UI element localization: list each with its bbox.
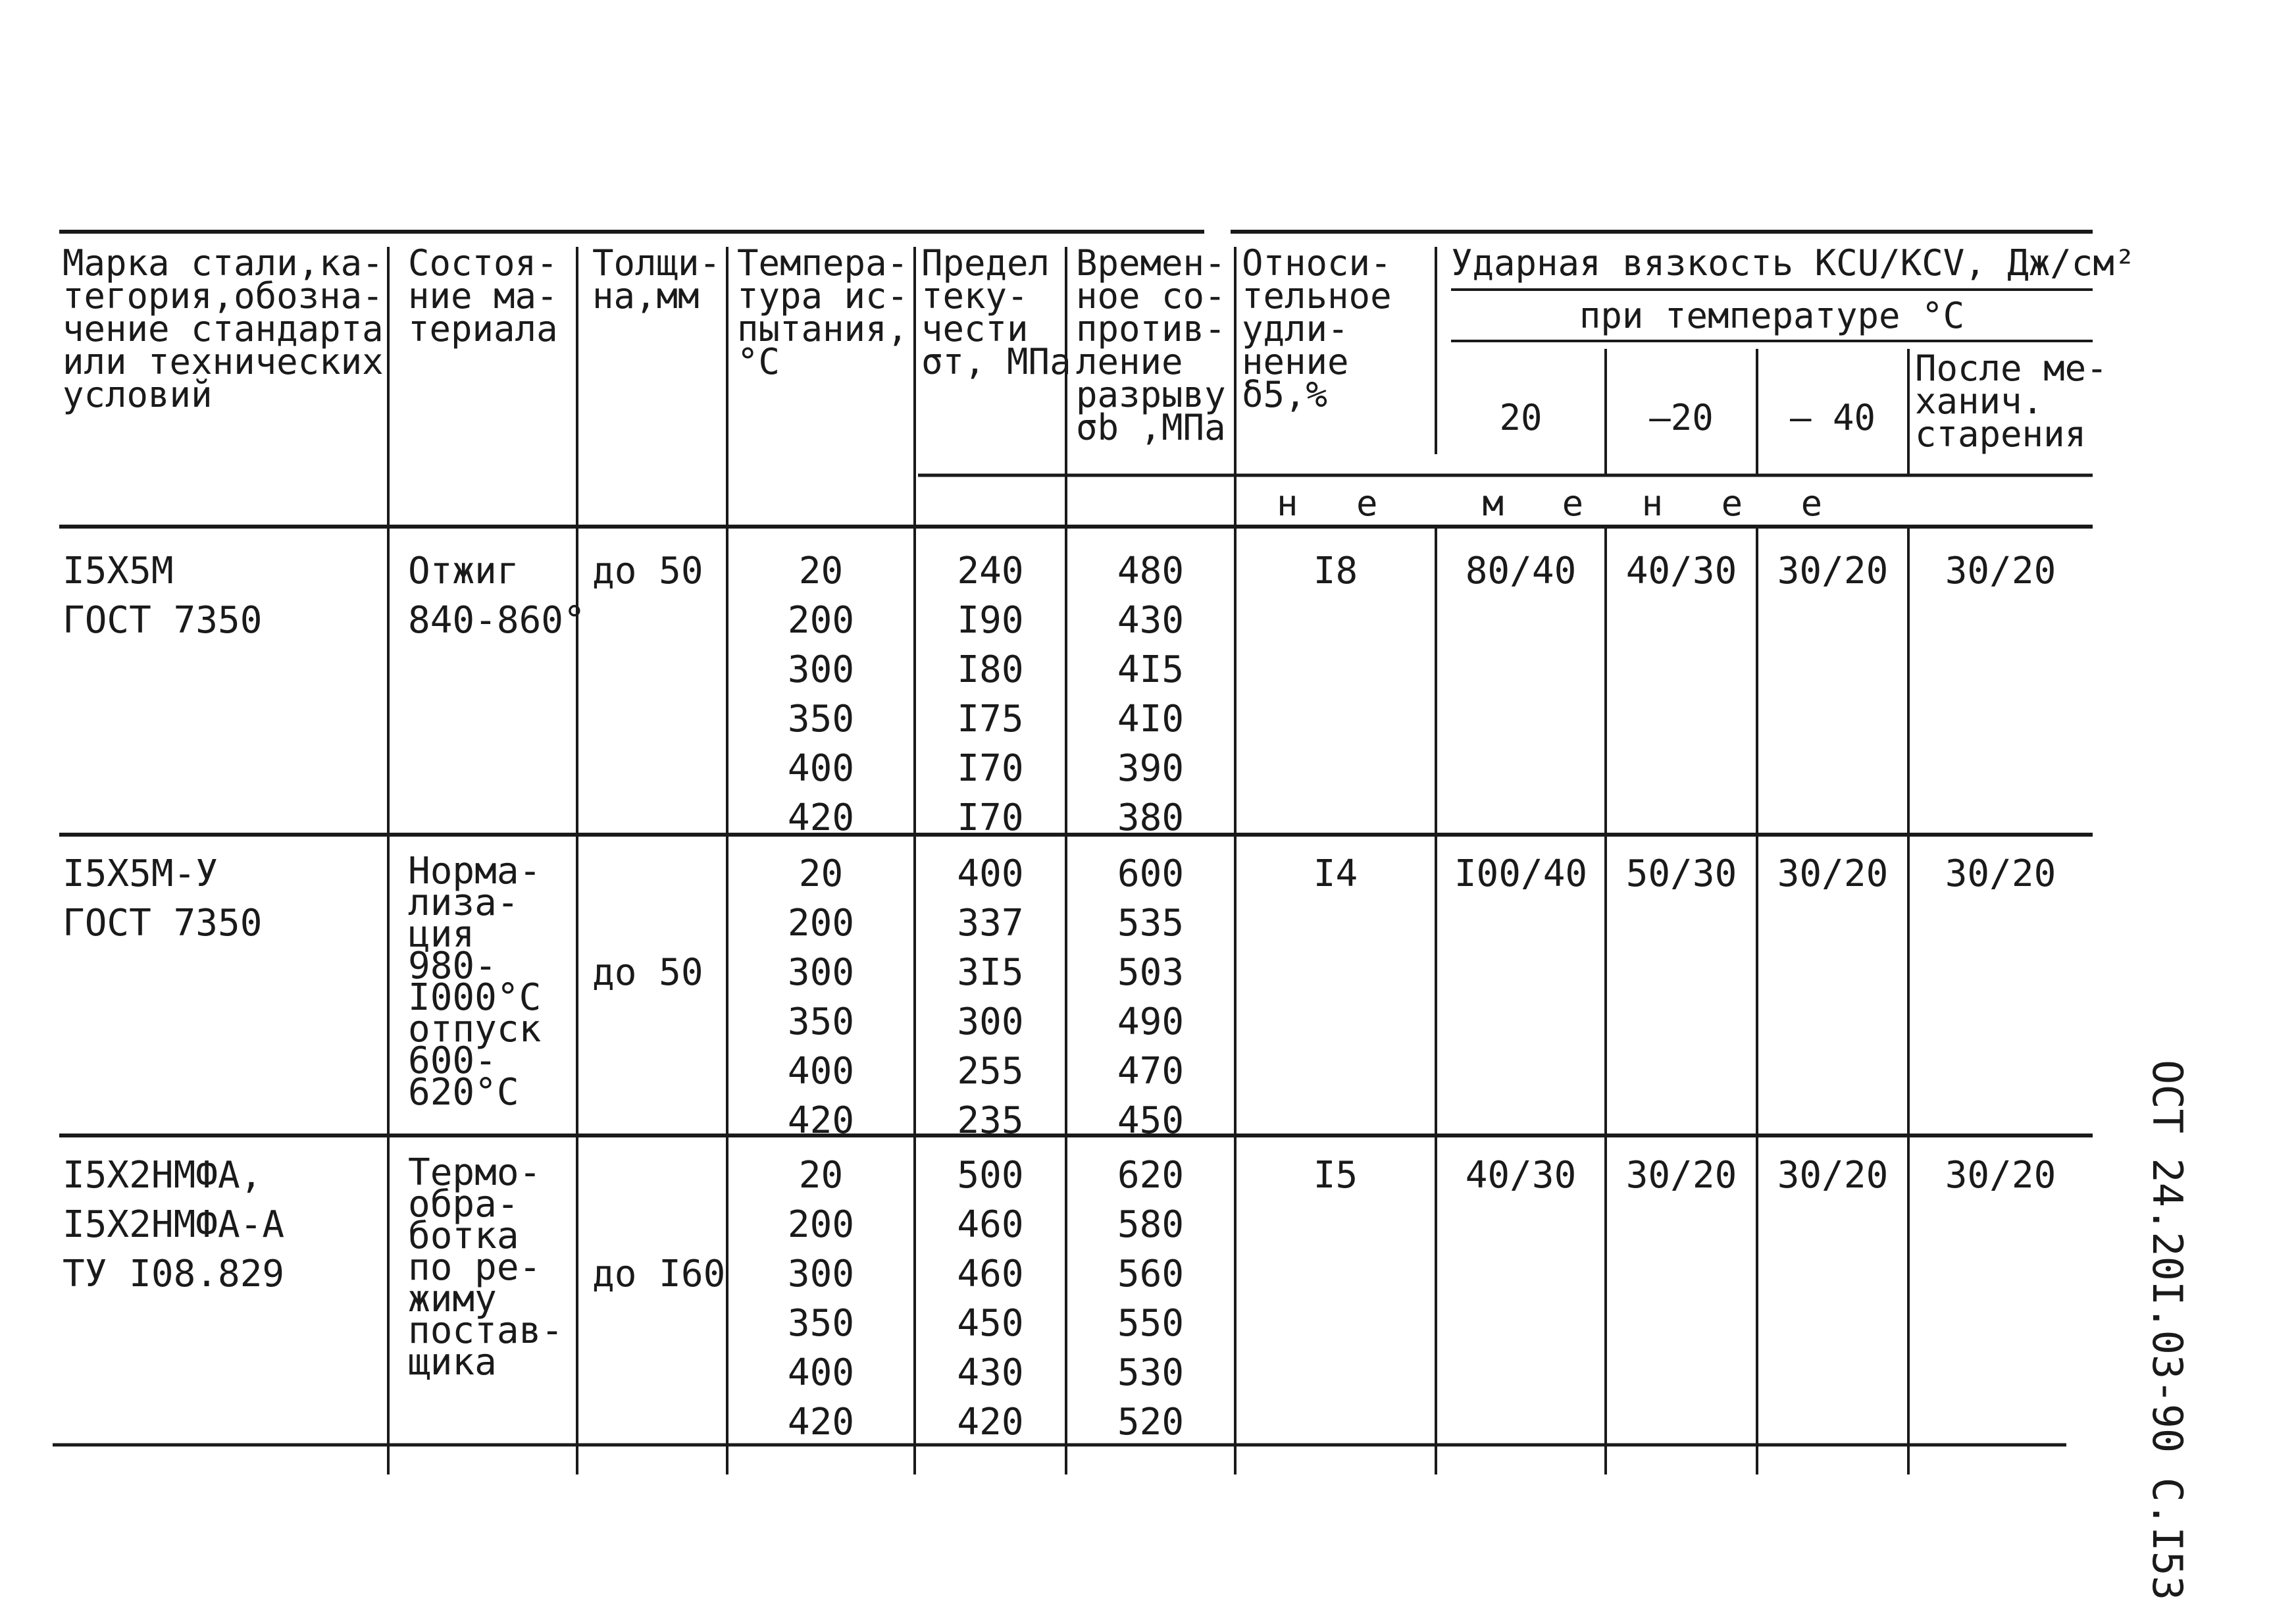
state-line: Термо- (408, 1151, 542, 1194)
header-impact-20: 20 (1499, 397, 1543, 438)
grade-line: I5X5M-У (63, 852, 218, 895)
header-min-label: н е м е н е е (1277, 482, 1835, 524)
temp-cell: 200 (787, 1203, 855, 1246)
state-line: обра- (408, 1183, 519, 1226)
impact-cell: 40/30 (1625, 550, 1737, 592)
tensile-cell: 4I5 (1117, 648, 1185, 691)
impact-cell: 40/30 (1465, 1154, 1577, 1197)
elongation-cell: I5 (1313, 1154, 1358, 1197)
state-line: по ре- (408, 1246, 542, 1289)
temp-cell: 350 (787, 698, 855, 741)
yield-cell: I70 (957, 747, 1024, 790)
grade-line: ТУ I08.829 (63, 1253, 285, 1295)
thickness-cell: до 50 (592, 550, 703, 592)
state-line: Норма- (408, 850, 542, 893)
state-line: 620°С (408, 1071, 519, 1114)
impact-cell: 50/30 (1625, 852, 1737, 895)
yield-cell: 235 (957, 1099, 1024, 1142)
temp-cell: 420 (787, 796, 855, 839)
state-line: лиза- (408, 881, 519, 924)
tensile-cell: 520 (1117, 1401, 1185, 1444)
yield-cell: I70 (957, 796, 1024, 839)
temp-cell: 200 (787, 599, 855, 642)
tensile-cell: 620 (1117, 1154, 1185, 1197)
state-line: отпуск (408, 1008, 542, 1051)
temp-cell: 20 (798, 852, 844, 895)
header-impact-title: Ударная вязкость KCU/KCV, Дж/см² (1451, 242, 2136, 284)
header-grade: Марка стали,ка- тегория,обозна- чение стандарта или технических условий (63, 242, 384, 415)
header-impact-minus20: –20 (1649, 397, 1714, 438)
state-line: жиму (408, 1278, 497, 1320)
tensile-cell: 450 (1117, 1099, 1185, 1142)
yield-cell: I90 (957, 599, 1024, 642)
tensile-cell: 490 (1117, 1001, 1185, 1043)
temp-cell: 420 (787, 1099, 855, 1142)
temp-cell: 20 (798, 550, 844, 592)
thickness-cell: до 50 (592, 951, 703, 994)
yield-cell: 420 (957, 1401, 1024, 1444)
tensile-cell: 380 (1117, 796, 1185, 839)
state-line: 600- (408, 1039, 497, 1082)
header-test-temp: Темпера- тура ис- пытания, °С (737, 242, 909, 382)
state-line: постав- (408, 1309, 564, 1352)
yield-cell: 450 (957, 1302, 1024, 1345)
yield-cell: 337 (957, 902, 1024, 945)
tensile-cell: 530 (1117, 1351, 1185, 1394)
impact-cell: 30/20 (1777, 1154, 1889, 1197)
impact-cell: I00/40 (1454, 852, 1588, 895)
header-impact-minus40: – 40 (1789, 397, 1876, 438)
grade-line: I5X2HMФA-A (63, 1203, 285, 1246)
thickness-cell: до I60 (592, 1253, 726, 1295)
yield-cell: I75 (957, 698, 1024, 741)
yield-cell: 255 (957, 1050, 1024, 1093)
state-line: 980- (408, 945, 497, 987)
header-impact-aging: После ме- ханич. старения (1915, 348, 2108, 455)
grade-line: ГОСТ 7350 (63, 599, 263, 642)
yield-cell: 400 (957, 852, 1024, 895)
temp-cell: 20 (798, 1154, 844, 1197)
impact-cell: 30/20 (1945, 1154, 2056, 1197)
header-elongation: Относи- тельное удли- нение δ5,% (1242, 242, 1392, 415)
impact-cell: 30/20 (1945, 550, 2056, 592)
impact-cell: 80/40 (1465, 550, 1577, 592)
yield-cell: 430 (957, 1351, 1024, 1394)
yield-cell: 460 (957, 1203, 1024, 1246)
temp-cell: 400 (787, 1050, 855, 1093)
impact-cell: 30/20 (1945, 852, 2056, 895)
header-state: Состоя- ние ма- териала (408, 242, 558, 350)
state-line: ботка (408, 1214, 519, 1257)
tensile-cell: 503 (1117, 951, 1185, 994)
header-tensile: Времен- ное со- против- ление разрыву σb ,МПа (1076, 242, 1226, 448)
state-line: ция (408, 913, 475, 956)
state-line: Отжиг (408, 550, 519, 592)
header-impact-sub: при температуре °С (1579, 295, 1965, 336)
tensile-cell: 430 (1117, 599, 1185, 642)
temp-cell: 400 (787, 1351, 855, 1394)
tensile-cell: 600 (1117, 852, 1185, 895)
temp-cell: 350 (787, 1001, 855, 1043)
temp-cell: 420 (787, 1401, 855, 1444)
yield-cell: 240 (957, 550, 1024, 592)
tensile-cell: 560 (1117, 1253, 1185, 1295)
temp-cell: 300 (787, 648, 855, 691)
impact-cell: 30/20 (1777, 550, 1889, 592)
state-line: I000°С (408, 976, 542, 1019)
tensile-cell: 580 (1117, 1203, 1185, 1246)
tensile-cell: 390 (1117, 747, 1185, 790)
tensile-cell: 470 (1117, 1050, 1185, 1093)
document-side-label: ОСТ 24.20I.03-90 С.I53 (2143, 1060, 2191, 1601)
grade-line: I5X5M (63, 550, 174, 592)
yield-cell: 500 (957, 1154, 1024, 1197)
grade-line: ГОСТ 7350 (63, 902, 263, 945)
temp-cell: 350 (787, 1302, 855, 1345)
temp-cell: 200 (787, 902, 855, 945)
header-yield: Предел теку- чести σт, МПа (921, 242, 1071, 382)
state-line: щика (408, 1341, 497, 1384)
tensile-cell: 480 (1117, 550, 1185, 592)
elongation-cell: I4 (1313, 852, 1358, 895)
elongation-cell: I8 (1313, 550, 1358, 592)
impact-cell: 30/20 (1625, 1154, 1737, 1197)
temp-cell: 300 (787, 1253, 855, 1295)
tensile-cell: 4I0 (1117, 698, 1185, 741)
tensile-cell: 550 (1117, 1302, 1185, 1345)
temp-cell: 400 (787, 747, 855, 790)
yield-cell: 3I5 (957, 951, 1024, 994)
tensile-cell: 535 (1117, 902, 1185, 945)
header-thickness: Толщи- на,мм (592, 242, 721, 317)
yield-cell: 460 (957, 1253, 1024, 1295)
impact-cell: 30/20 (1777, 852, 1889, 895)
temp-cell: 300 (787, 951, 855, 994)
grade-line: I5X2HMФA, (63, 1154, 263, 1197)
state-line: 840-860° (408, 599, 586, 642)
yield-cell: I80 (957, 648, 1024, 691)
yield-cell: 300 (957, 1001, 1024, 1043)
